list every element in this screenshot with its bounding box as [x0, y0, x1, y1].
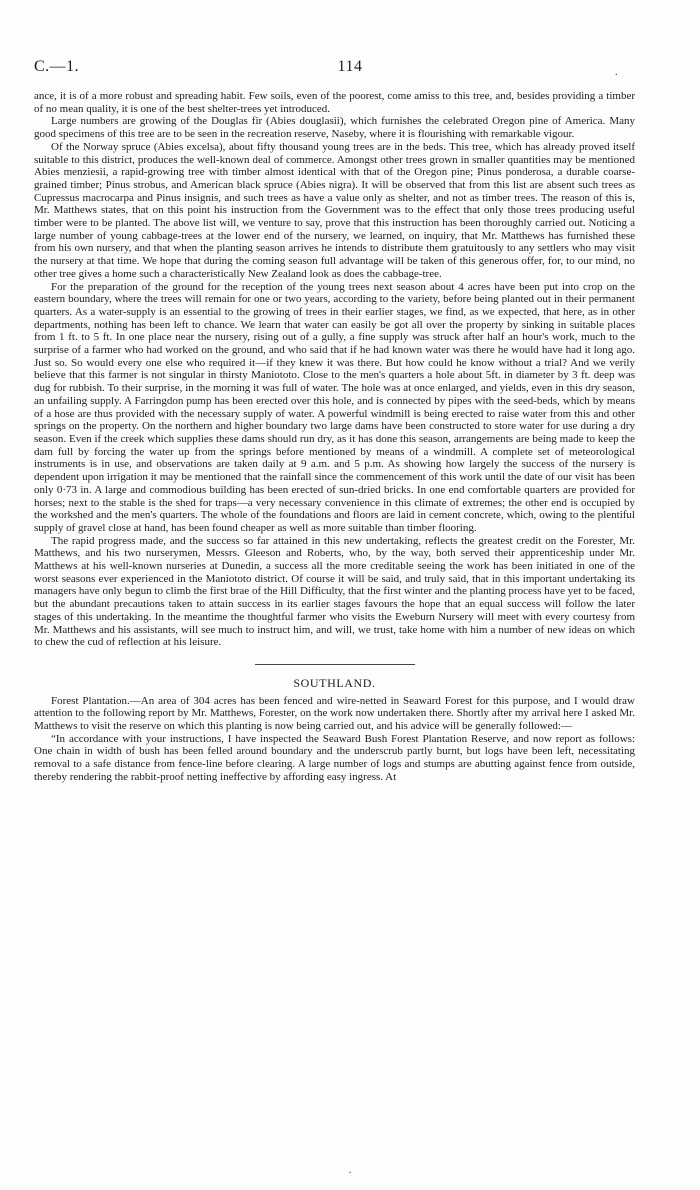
- section-divider: [255, 664, 415, 665]
- paragraph-ground-preparation: For the preparation of the ground for the reception of the young trees next season about 4 acres have been put into crop on the eastern boundary, where the trees will remain for one or two years, according to the variety, before being planted out in their permanent quarters. As a water-supply is an essential to the growing of trees in their earlier stages, we find, as we expected, that here, as in other departments, nothing has been left to chance. We learn that water can easily be got all over the property by sinking in suitable places from 1 ft. to 5 ft. In one place near the nursery, rising out of a gully, a fine supply was struck after half an hour's work, much to the surprise of a farmer who had worked on the ground, and who said that if he had known water was there he would have had it long ago. Just so. So would every one else who required it—if they knew it was there. But how could he know without a trial? And we verily believe that this farmer is not singular in thirsty Maniototo. Close to the men's quarters a hole about 5ft. in diameter by 3 ft. deep was dug for rubbish. To their surprise, in the morning it was full of water. The hole was at once enlarged, and yields, even in this dry season, an unfailing supply. A Farringdon pump has been erected over this hole, and is connected by pipes with the seed-beds, which by means of a hose are thus provided with the necessary supply of water. A powerful windmill is being erected to raise water from this and other springs on the property. On the northern and higher boundary two large dams have been constructed to store water for use during a dry season. Even if the creek which supplies these dams should run dry, as it has done this season, arrangements are being made to keep the dam full by forcing the water up from the springs before mentioned by means of a windmill. A complete set of meteorological instruments is in use, and observations are taken daily at 9 a.m. and 5 p.m. As showing how largely the success of the nursery is dependent upon irrigation it may be mentioned that the rainfall since the commencement of this work until the date of our visit has been only 0·73 in. A large and commodious building has been erected of sun-dried bricks. In one end comfortable quarters are provided for horses; next to the stable is the shed for traps—a very necessary convenience in this climate of extremes; the other end is occupied by the workshed and the men's quarters. The whole of the foundations and floors are laid in cement concrete, which, owing to the plentiful supply of gravel close at hand, has been found cheaper as well as more suitable than timber flooring.: [34, 280, 635, 534]
- footer-mark: ·: [348, 1168, 352, 1179]
- paragraph-continuation: ance, it is of a more robust and spreading habit. Few soils, even of the poorest, come amiss to this tree, and, besides providing a timber of no mean quality, it is one of the best shelter-trees yet introduced.: [34, 90, 635, 115]
- header-mark: ·: [614, 70, 618, 81]
- paragraph-norway-spruce: Of the Norway spruce (Abies excelsa), about fifty thousand young trees are in the beds. This tree, which has already proved itself suitable to this district, produces the well-known deal of commerce. Amongst other trees grown in smaller quantities may be mentioned Abies menziesii, a rapid-growing tree with timber almost identical with that of the Oregon pine; Pinus ponderosa, a durable coarse-grained timber; Pinus strobus, and American black spruce (Abies nigra). It will be observed that from this list are absent such trees as Cupressus macrocarpa and Pinus insignis, and such trees as have a value only as shelter, and not as timber trees. The reason of this is, Mr. Matthews states, that on this point his instruction from the Government was to the effect that only those trees producing useful timber were to be planted. The above list will, we venture to say, prove that this instruction has been thoroughly carried out. Noticing a large number of young cabbage-trees at the lower end of the nursery, we learned, on inquiry, that Mr. Matthews has furnished these from his own nursery, and that when the planting season arrives he intends to distribute them gratuitously to any settlers who may visit the nursery at that time. We hope that during the coming season full advantage will be taken of this generous offer, for, to our mind, no other tree gives a home such a characteristically New Zealand look as does the cabbage-tree.: [34, 140, 635, 280]
- paragraph-report-quote: “In accordance with your instructions, I have inspected the Seaward Bush Forest Plantation Reserve, and now report as follows: One chain in width of bush has been felled around boundary and the underscrub partly burnt, but logs have been left, necessitating removal to a safe distance from fence-line before clearing. A large number of logs and stumps are abutting against fence from outside, thereby rendering the rabbit-proof netting ineffective by affording easy ingress. At: [34, 732, 635, 783]
- paragraph-douglas-fir: Large numbers are growing of the Douglas fir (Abies douglasii), which furnishes the celebrated Oregon pine of America. Many good specimens of this tree are to be seen in the recreation reserve, Naseby, where it is flourishing with remarkable vigour.: [34, 115, 635, 141]
- page-number: 114: [337, 58, 363, 75]
- body-text: [34, 90, 635, 784]
- section-heading: SOUTHLAND.: [293, 675, 376, 690]
- paragraph-progress: The rapid progress made, and the success so far attained in this new undertaking, reflects the greatest credit on the Forester, Mr. Matthews, and his two nurserymen, Messrs. Gleeson and Roberts, who, by the way, both served their apprenticeship under Mr. Matthews at his well-known nurseries at Dunedin, a success all the more creditable seeing the work has been initiated in one of the worst seasons ever experienced in the Maniototo district. Of course it will be said, and truly said, that in this important undertaking its managers have only begun to climb the first brae of the Hill Difficulty, that the first winter and the planting process have yet to be faced, but the abundant precautions taken to attain success in its earlier stages favours the hope that an equal success will follow the later stages of this undertaking. In the meantime the thoughtful farmer who visits the Eweburn Nursery will meet with every courtesy from Mr. Matthews and his assistants, will see much to instruct him, and will, we trust, take home with him a number of new ideas on which to chew the cud of reflection at his leisure.: [34, 534, 635, 649]
- document-reference: C.—1.: [34, 58, 80, 75]
- paragraph-forest-plantation: Forest Plantation.—An area of 304 acres has been fenced and wire-netted in Seaward Forest for this purpose, and I would draw attention to the following report by Mr. Matthews, Forester, on the work now undertaken there. Shortly after my arrival here I asked Mr. Matthews to visit the reserve on which this planting is now being carried out, and his advice will be generally followed:—: [34, 694, 635, 733]
